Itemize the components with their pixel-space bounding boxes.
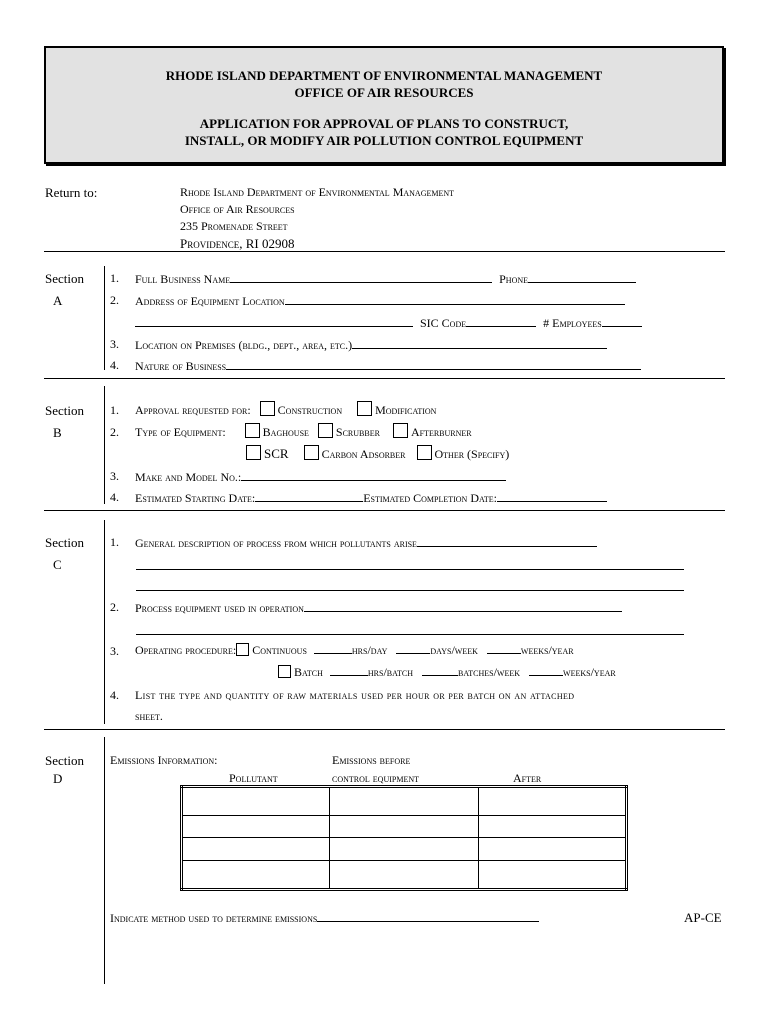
make-model-field[interactable] [241, 469, 506, 481]
make-model-row [135, 469, 506, 485]
divider [44, 378, 725, 379]
divider [44, 729, 725, 730]
make-model-label: Make and Model No.: [135, 470, 242, 484]
before-cell[interactable] [330, 838, 478, 860]
operating-procedure-label: Operating procedure: [135, 643, 237, 657]
emissions-table [180, 785, 628, 891]
days-week-field[interactable] [396, 642, 430, 654]
baghouse-checkbox[interactable] [245, 423, 260, 438]
section-c-letter: C [53, 557, 62, 572]
equipment-address-field-2[interactable] [135, 315, 413, 327]
return-address-2: Office of Air Resources [180, 202, 295, 216]
after-cell[interactable] [478, 838, 626, 860]
full-business-name-field[interactable] [230, 271, 492, 283]
item-number: 1. [110, 403, 119, 417]
address-row-2 [135, 315, 642, 331]
form-code: AP-CE [684, 910, 722, 925]
vertical-rule [104, 737, 105, 984]
approval-row [135, 401, 436, 418]
employees-label: # Employees [543, 316, 602, 330]
before-cell[interactable] [330, 787, 478, 816]
modification-checkbox[interactable] [357, 401, 372, 416]
location-field[interactable] [352, 337, 607, 349]
construction-label: Construction [277, 403, 343, 417]
return-address-1: Rhode Island Department of Environmental Management [180, 185, 455, 199]
process-equipment-label: Process equipment used in operation [135, 601, 304, 615]
raw-materials-instruction-2: sheet. [135, 709, 163, 723]
scr-label: SCR [264, 446, 289, 461]
batch-checkbox[interactable] [278, 665, 291, 678]
general-description-line-3[interactable] [136, 590, 684, 591]
pollutant-cell[interactable] [182, 860, 330, 889]
item-number: 3. [110, 644, 119, 658]
item-number: 3. [110, 469, 119, 483]
nature-of-business-label: Nature of Business [135, 359, 227, 373]
divider [44, 510, 725, 511]
return-address-4: Providence, RI 02908 [180, 236, 295, 251]
emissions-method-label: Indicate method used to determine emissions [110, 911, 318, 925]
general-description-line-2[interactable] [136, 569, 684, 570]
equipment-address-label: Address of Equipment Location [135, 294, 285, 308]
scrubber-checkbox[interactable] [318, 423, 333, 438]
operating-continuous-row [135, 642, 574, 658]
emissions-information-label: Emissions Information: [110, 753, 218, 767]
continuous-label: Continuous [252, 643, 307, 657]
employees-field[interactable] [602, 315, 642, 327]
after-header: After [513, 771, 542, 785]
nature-of-business-field[interactable] [226, 358, 641, 370]
table-row [182, 816, 627, 838]
start-date-field[interactable] [255, 490, 363, 502]
phone-field[interactable] [528, 271, 636, 283]
weeks-year-field[interactable] [487, 642, 521, 654]
continuous-checkbox[interactable] [236, 643, 249, 656]
before-cell[interactable] [330, 860, 478, 889]
sic-code-label: SIC Code [420, 316, 467, 330]
construction-checkbox[interactable] [260, 401, 275, 416]
pollutant-cell[interactable] [182, 838, 330, 860]
address-row [135, 293, 625, 309]
section-d-label: Section [45, 753, 84, 768]
batch-label: Batch [294, 665, 323, 679]
after-cell[interactable] [478, 860, 626, 889]
item-number: 2. [110, 425, 119, 439]
item-number: 1. [110, 271, 119, 285]
vertical-rule [104, 266, 105, 370]
table-row [182, 838, 627, 860]
scr-checkbox[interactable] [246, 445, 261, 460]
general-description-row [135, 535, 597, 551]
sic-code-field[interactable] [466, 315, 536, 327]
header-title-1: APPLICATION FOR APPROVAL OF PLANS TO CONSTRUCT, [199, 116, 569, 131]
item-number: 3. [110, 337, 119, 351]
form-header [44, 46, 724, 164]
baghouse-label: Baghouse [262, 425, 309, 439]
location-label: Location on Premises (bldg., dept., area, etc.) [135, 338, 353, 352]
completion-date-field[interactable] [497, 490, 607, 502]
after-cell[interactable] [478, 816, 626, 838]
table-row [182, 787, 627, 816]
return-address-3: 235 Promenade Street [180, 219, 288, 233]
carbon-adsorber-checkbox[interactable] [304, 445, 319, 460]
item-number: 2. [110, 600, 119, 614]
hrs-batch-field[interactable] [330, 664, 368, 676]
control-equipment-header: control equipment [332, 771, 419, 785]
item-number: 1. [110, 535, 119, 549]
pollutant-header: Pollutant [229, 771, 278, 785]
nature-row [135, 358, 641, 374]
hrs-day-field[interactable] [314, 642, 352, 654]
afterburner-label: Afterburner [410, 425, 472, 439]
general-description-label: General description of process from which pollutants arise [135, 536, 417, 550]
section-b-letter: B [53, 425, 62, 440]
section-c-label: Section [45, 535, 84, 550]
return-to-label: Return to: [45, 185, 98, 200]
equipment-type-label: Type of Equipment: [135, 425, 226, 439]
phone-label: Phone [499, 272, 529, 286]
section-d-letter: D [53, 771, 63, 786]
vertical-rule [104, 386, 105, 504]
item-number: 4. [110, 358, 119, 372]
equipment-address-field[interactable] [285, 293, 625, 305]
batches-week-field[interactable] [422, 664, 458, 676]
general-description-field[interactable] [417, 535, 597, 547]
emissions-method-row [110, 910, 539, 926]
header-title-2: INSTALL, OR MODIFY AIR POLLUTION CONTROL EQUIPMENT [184, 133, 584, 148]
item-number: 4. [110, 688, 119, 702]
modification-label: Modification [375, 403, 437, 417]
other-label: Other (Specify) [434, 447, 510, 461]
emissions-before-label: Emissions before [332, 753, 411, 767]
batches-week-label: batches/week [458, 665, 521, 679]
approval-label: Approval requested for: [135, 403, 251, 417]
process-equipment-line-2[interactable] [136, 634, 684, 635]
equipment-type-row [135, 423, 472, 440]
completion-date-label: Estimated Completion Date: [363, 491, 497, 505]
item-number: 2. [110, 293, 119, 307]
hrs-batch-label: hrs/batch [367, 665, 414, 679]
raw-materials-instruction: List the type and quantity of raw materials used per hour or per batch on an attached [135, 688, 575, 702]
weeks-year-batch-field[interactable] [529, 664, 563, 676]
section-b-label: Section [45, 403, 84, 418]
emissions-method-field[interactable] [317, 910, 539, 922]
afterburner-checkbox[interactable] [393, 423, 408, 438]
other-checkbox[interactable] [417, 445, 432, 460]
pollutant-cell[interactable] [182, 787, 330, 816]
weeks-year-label: weeks/year [520, 643, 574, 657]
full-business-name-label: Full Business Name [135, 272, 231, 286]
process-equipment-field[interactable] [304, 600, 622, 612]
equipment-type-row-2 [246, 445, 509, 462]
start-date-label: Estimated Starting Date: [135, 491, 256, 505]
before-cell[interactable] [330, 816, 478, 838]
header-agency: RHODE ISLAND DEPARTMENT OF ENVIRONMENTAL MANAGEMENT [165, 68, 603, 83]
item-number: 4. [110, 490, 119, 504]
header-office: OFFICE OF AIR RESOURCES [294, 85, 474, 100]
weeks-year-batch-label: weeks/year [563, 665, 616, 679]
after-cell[interactable] [478, 787, 626, 816]
vertical-rule [104, 520, 105, 724]
full-business-name-row [135, 271, 636, 287]
location-row [135, 337, 607, 353]
pollutant-cell[interactable] [182, 816, 330, 838]
dates-row [135, 490, 607, 506]
days-week-label: days/week [430, 643, 478, 657]
divider [44, 251, 725, 252]
operating-batch-row [278, 664, 616, 680]
table-row [182, 860, 627, 889]
carbon-adsorber-label: Carbon Adsorber [321, 447, 406, 461]
section-a-letter: A [53, 293, 63, 308]
scrubber-label: Scrubber [335, 425, 380, 439]
hrs-day-label: hrs/day [351, 643, 388, 657]
section-a-label: Section [45, 271, 84, 286]
process-equipment-row [135, 600, 622, 616]
